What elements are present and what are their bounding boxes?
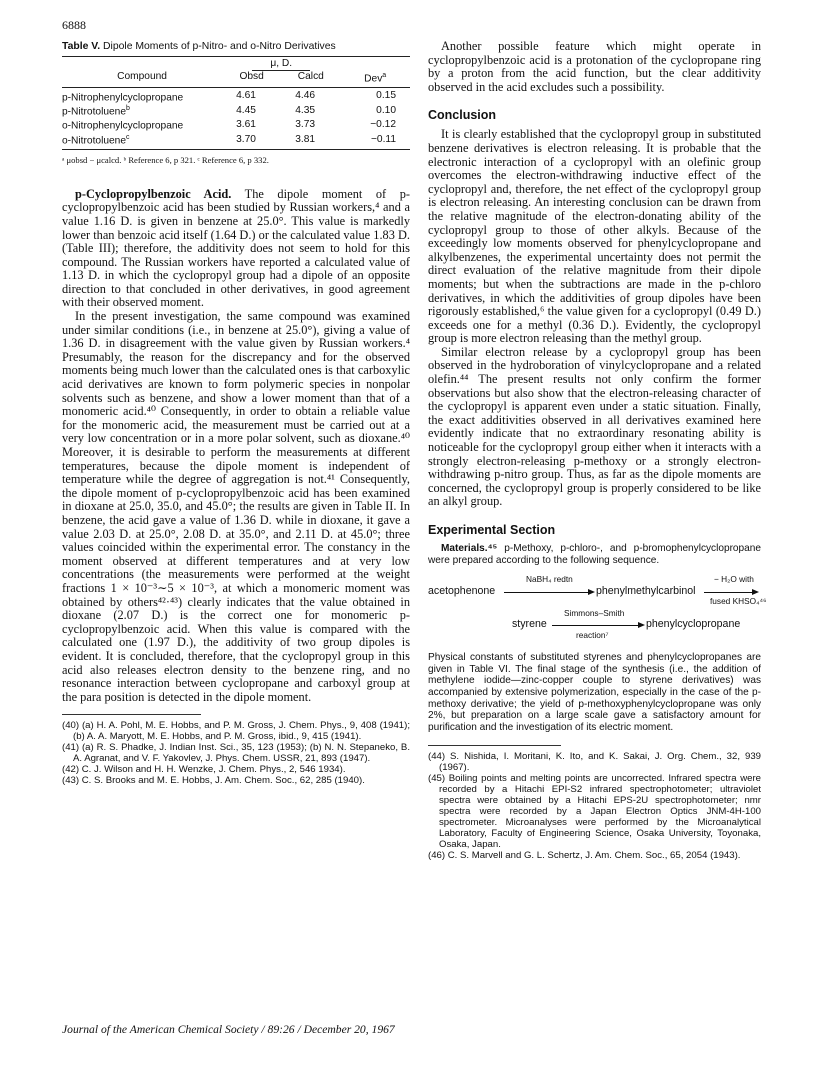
cyclopropylbenzoic-paragraph-2: In the present investigation, the same compound was examined under similar conditions (i.e., in benzene at 25.0°), giving a value of 1.36 D. in disagreement with the value given by Russian workers.⁴ Presumably, the reason for the discrepancy and for the observed moments being much lower than the calculated ones is that carboxylic acid derivatives are known to form polymeric species in nonpolar solvents such as benzene, and show a lower moment than that of a monomeric acid.⁴⁰ Consequently, in order to obtain a reliable value for the monomeric acid, the measurement must be carried out at a very low concentration or in a more polar solvent, such as dioxane.⁴⁰ Moreover, it is desirable to perform the measurements at different temperatures, because the dipole moment is independent of temperature while the degree of aggregation is not.⁴¹ Consequently, the dipole moment of p-cyclopropylbenzoic acid has been examined in dioxane at 25.0, 35.0, and 45.0°; the results are given in Table II. In benzene, the acid gave a value of 1.36 D. while in dioxane, it gave a value 2.03 D. at 25.0°, 2.08 D. at 35.0°, and 2.11 D. at 45.0°; three values coincided within the experimental error. The constancy in the moment observed at different temperatures and at very low concentrations (the measurements were performed at the weight fractions 1 × 10⁻³∼5 × 10⁻³, at which a monomeric moment was obtained by others⁴²·⁴³) clearly indicates that the value obtained in dioxane (2.07 D.) is the correct one for monomeric p-cyclopropylbenzoic acid. When this value is compared with the calculated one (1.97 D.), the additivity of two group dipoles is evident. It is concluded, therefore, that the cyclopropyl group in this acid also releases electron density to the benzene ring, and no resonance interaction between cyclopropane and carboxyl group at the para position is detected in the dipole moment. bbox=[62, 309, 410, 704]
right-column bbox=[428, 39, 767, 861]
left-footnotes bbox=[62, 721, 410, 786]
arrow-1-head bbox=[588, 589, 595, 595]
footnote-41: (41) (a) R. S. Phadke, J. Indian Inst. Sci., 35, 123 (1953); (b) N. N. Stepaneko, B. A. Agranat, and V. F. Yakovlev, J. Phys. Chem. USSR, 21, 893 (1947). bbox=[62, 742, 410, 765]
physical-constants-paragraph: Physical constants of substituted styrenes and phenylcyclopropanes are given in Table VI. The final stage of the synthesis (i.e., the addition of methylene iodide—zinc-copper couple to styrene derivatives) was accompanied by extensive polymerization, especially in the case of the p-methoxy derivative; the yield of p-methoxyphenylcyclopropane was only 2%, but preparation on a large scale gave a satisfactory amount for purification and the investigation of its electric moment. bbox=[428, 652, 761, 733]
experimental-heading: Experimental Section bbox=[428, 523, 556, 537]
column-header-dev: Dev$^a$ bbox=[364, 71, 387, 85]
table-row: o-Nitrotoluene$^c$ 3.70 3.81 −0.11 bbox=[62, 133, 410, 150]
footnote-divider-right bbox=[428, 745, 561, 746]
compound-styrene: styrene bbox=[512, 618, 547, 631]
compound-acetophenone: acetophenone bbox=[428, 585, 496, 598]
dipole-table bbox=[62, 56, 410, 150]
footnote-divider bbox=[62, 714, 201, 715]
table-row: p-Nitrophenylcyclopropane 4.61 4.46 0.15 bbox=[62, 89, 396, 104]
footnote-46: (46) C. S. Marvell and G. L. Schertz, J. Am. Chem. Soc., 65, 2054 (1943). bbox=[428, 849, 741, 861]
footnote-42: (42) C. J. Wilson and H. H. Wenzke, J. Chem. Phys., 2, 546 1934). bbox=[62, 763, 346, 775]
cyclopropylbenzoic-paragraph-1: p-Cyclopropylbenzoic Acid. The dipole moment of p-cyclopropylbenzoic acid has been studied by Russian workers,⁴ and a value 1.16 D. is given in benzene at 25.0°. This value is markedly lower than benzoic acid itself (1.64 D.) or the calculated value 1.83 D. (Table III); therefore, the additivity does not seem to hold for this compound. The Russian workers have reported a calculated value of 1.13 D. in which the cyclopropyl group had a dipole of an opposite direction to that concluded in other derivatives, in good agreement with their observed moment. bbox=[62, 186, 410, 310]
synthesis-scheme bbox=[428, 570, 767, 642]
footnote-45: (45) Boiling points and melting points are uncorrected. Infrared spectra were recorded by a Hitachi EPI-S2 infrared spectrophotometer; ultraviolet spectra were obtained by a Hitachi EPS-2U spectrophotometer; nmr spectra were recorded by a Japan Electron Optics JNM-4H-100 spectrometer. Microanalyses were performed by the Microanalytical Laboratory, Faculty of Engineering Science, Osaka University, Toyonaka, Osaka, Japan. bbox=[428, 773, 761, 850]
reagent-khso4: fused KHSO₄⁴⁶ bbox=[710, 596, 767, 607]
arrow-3-head bbox=[638, 622, 645, 628]
table-caption bbox=[62, 40, 410, 53]
section-heading: p-Cyclopropylbenzoic Acid. bbox=[75, 186, 232, 201]
arrow-2 bbox=[704, 592, 754, 593]
reagent-reaction: reaction⁷ bbox=[576, 630, 609, 641]
footnote-44: (44) S. Nishida, I. Moritani, K. Ito, and K. Sakai, J. Org. Chem., 32, 939 (1967). bbox=[428, 751, 761, 774]
materials-lead: Materials.⁴⁵ bbox=[441, 543, 498, 554]
materials-paragraph: Materials.⁴⁵ p-Methoxy, p-chloro-, and p-bromophenylcyclopropane were prepared according to the following sequence. bbox=[428, 543, 761, 566]
conclusion-paragraph-2: Similar electron release by a cyclopropyl group has been observed in the hydroboration of vinylcyclopropane and a related olefin.⁴⁴ The present results not only confirm the former observations but also show that the electron-releasing character of the cyclopropyl is apparent even under a static situation. Finally, the exact additivities observed in all derivatives examined here evidently indicate that no extraordinary resonating ability is noticeable for the cyclopropyl group either when it interacts with a strongly electron-releasing p-methoxy or a strongly electron-withdrawing p-nitro group. Thus, as far as the dipole moments are concerned, the cyclopropyl group is properly considered to be like an alkyl group. bbox=[428, 344, 761, 509]
column-header-obsd: Obsd bbox=[239, 71, 264, 83]
arrow-2-head bbox=[752, 589, 759, 595]
table-label: Table V. bbox=[62, 41, 101, 52]
journal-footer: Journal of the American Chemical Society / 89:26 / December 20, 1967 bbox=[62, 1023, 395, 1036]
compound-phenylcyclopropane: phenylcyclopropane bbox=[646, 618, 741, 631]
arrow-3 bbox=[552, 625, 640, 626]
footnote-40: (40) (a) H. A. Pohl, M. E. Hobbs, and P. M. Gross, J. Chem. Phys., 9, 408 (1941); (b) A. A. Maryott, M. E. Hobbs, and P. M. Gross, ibid., 9, 415 (1941). bbox=[62, 720, 410, 743]
table-row: o-Nitrophenylcyclopropane 3.61 3.73 −0.12 bbox=[62, 119, 396, 132]
table-title: Dipole Moments of p-Nitro- and o-Nitro Derivatives bbox=[103, 41, 336, 52]
left-column bbox=[62, 40, 410, 787]
arrow-1 bbox=[504, 592, 590, 593]
table-row: p-Nitrotoluene$^b$ 4.45 4.35 0.10 bbox=[62, 104, 396, 118]
page-number: 6888 bbox=[62, 18, 86, 32]
reagent-nabh4: NaBH₄ redtn bbox=[526, 574, 573, 585]
reagent-dehydration: − H₂O with bbox=[714, 574, 754, 585]
conclusion-heading: Conclusion bbox=[428, 108, 497, 123]
column-header-compound: Compound bbox=[117, 71, 167, 83]
conclusion-paragraph-1: It is clearly established that the cyclopropyl group in substituted benzene derivatives is electron releasing. It is probable that the electronic interaction of a cyclopropyl with an olefinic group overcomes the electron-withdrawing inductive effect of the cyclopropyl and, therefore, the net effect of the cyclopropyl group is electron releasing. An interesting conclusion can be drawn from the relative magnitude of the electron-donating ability of the cyclopropyl group to those of other alkyls. Because of the exceedingly low moments observed for phenylcyclopropane and alkylbenzenes, the experimental uncertainty does not permit the direct evaluation of the relative magnitude from their dipole moments; but when the subtractions are made in the p-chloro derivatives, in which the additivities of group dipoles have been rigorously established,⁶ the value given for a cyclopropyl (0.49 D.) exceeds one for a methyl (0.36 D.). Evidently, the cyclopropyl group is more electron releasing than the methyl group. bbox=[428, 127, 761, 346]
compound-phenylmethylcarbinol: phenylmethylcarbinol bbox=[596, 585, 696, 598]
column-header-calcd: Calcd bbox=[297, 71, 324, 83]
footnote-43: (43) C. S. Brooks and M. E. Hobbs, J. Am. Chem. Soc., 62, 285 (1940). bbox=[62, 774, 365, 786]
reagent-simmons-smith: Simmons–Smith bbox=[564, 608, 625, 619]
group-header: μ, D. bbox=[252, 59, 310, 71]
right-footnotes bbox=[428, 752, 761, 861]
protonation-paragraph: Another possible feature which might operate in cyclopropylbenzoic acid is a protonation of the cyclopropane ring by a proton from the acid function, but the clear additivity observed in the acid excludes such a possibility. bbox=[428, 39, 761, 94]
table-notes: ᵃ μobsd − μcalcd. ᵇ Reference 6, p 321. ᶜ Reference 6, p 332. bbox=[62, 154, 269, 165]
